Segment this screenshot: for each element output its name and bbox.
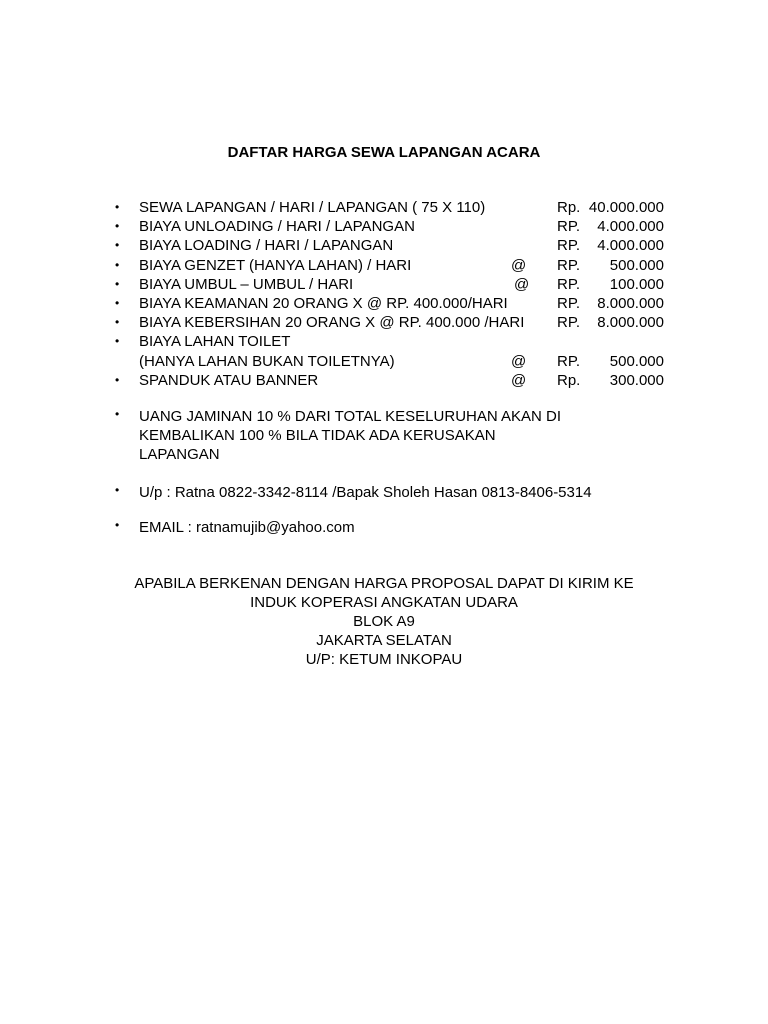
- bullet-icon: •: [115, 407, 120, 421]
- price-item-label: BIAYA KEAMANAN 20 ORANG X @ RP. 400.000/HARI: [139, 294, 508, 312]
- price-item-currency: RP.: [557, 237, 581, 255]
- bullet-icon: •: [115, 372, 120, 387]
- price-item-umbul: [0, 275, 768, 294]
- email-line: EMAIL : ratnamujib@yahoo.com: [139, 519, 355, 536]
- price-item-amount: 4.000.000: [597, 237, 664, 255]
- contact-note-text: [139, 483, 599, 502]
- bullet-icon: •: [115, 334, 120, 349]
- price-item-currency: Rp.: [557, 199, 581, 216]
- bullet-icon: •: [115, 295, 120, 310]
- price-item-label: SPANDUK ATAU BANNER: [139, 371, 319, 389]
- bullet-icon: •: [115, 200, 120, 214]
- price-item-sewa-lapangan: [0, 198, 768, 217]
- price-item-currency: RP.: [557, 294, 581, 312]
- at-sign: @: [511, 256, 527, 274]
- price-item-lahan-toilet-detail: [0, 352, 768, 371]
- deposit-note-text: [139, 407, 599, 464]
- price-item-keamanan: [0, 294, 768, 313]
- price-item-spanduk: [0, 371, 768, 390]
- price-item-currency: RP.: [557, 275, 581, 293]
- price-item-loading: [0, 236, 768, 255]
- price-item-kebersihan: [0, 313, 768, 332]
- closing-line: U/P: KETUM INKOPAU: [305, 651, 463, 668]
- at-sign: @: [511, 371, 527, 389]
- price-item-amount: 500.000: [609, 256, 664, 274]
- price-item-label: BIAYA LAHAN TOILET: [139, 333, 291, 351]
- price-item-currency: RP.: [557, 352, 581, 370]
- deposit-note-line: KEMBALIKAN 100 % BILA TIDAK ADA KERUSAKAN: [139, 427, 496, 444]
- price-item-amount: 100.000: [609, 275, 664, 293]
- closing-line: JAKARTA SELATAN: [316, 632, 452, 649]
- price-item-label: BIAYA KEBERSIHAN 20 ORANG X @ RP. 400.000 /HARI: [139, 314, 525, 332]
- price-item-label: BIAYA LOADING / HARI / LAPANGAN: [139, 237, 394, 255]
- price-item-label: (HANYA LAHAN BUKAN TOILETNYA): [139, 352, 395, 370]
- price-item-currency: Rp.: [557, 371, 581, 389]
- contact-line: U/p : Ratna 0822-3342-8114 /Bapak Sholeh Hasan 0813-8406-5314: [139, 484, 592, 501]
- price-item-amount: 8.000.000: [597, 314, 664, 332]
- deposit-note-line: LAPANGAN: [139, 446, 220, 463]
- bullet-icon: •: [115, 483, 120, 497]
- bullet-icon: •: [115, 518, 120, 532]
- price-list: [0, 198, 768, 390]
- closing-line: APABILA BERKENAN DENGAN HARGA PROPOSAL DAPAT DI KIRIM KE: [134, 575, 634, 592]
- document-title: DAFTAR HARGA SEWA LAPANGAN ACARA: [227, 144, 541, 161]
- price-item-lahan-toilet: [0, 332, 768, 351]
- price-item-amount: 4.000.000: [597, 218, 664, 236]
- price-item-currency: RP.: [557, 218, 581, 236]
- price-item-label: SEWA LAPANGAN / HARI / LAPANGAN ( 75 X 110): [139, 199, 486, 216]
- at-sign: @: [514, 275, 530, 293]
- price-item-amount: 8.000.000: [597, 294, 664, 312]
- price-item-unloading: [0, 217, 768, 236]
- price-item-genzet: [0, 256, 768, 275]
- deposit-note-line: UANG JAMINAN 10 % DARI TOTAL KESELURUHAN AKAN DI: [139, 408, 562, 425]
- closing-line: BLOK A9: [353, 613, 415, 630]
- closing-address-block: [0, 574, 768, 669]
- bullet-icon: •: [115, 219, 120, 234]
- bullet-icon: •: [115, 238, 120, 253]
- price-item-amount: 40.000.000: [588, 199, 664, 216]
- price-item-currency: RP.: [557, 256, 581, 274]
- price-item-currency: RP.: [557, 314, 581, 332]
- bullet-icon: •: [115, 276, 120, 291]
- email-note-text: [139, 518, 599, 537]
- price-item-label: BIAYA UNLOADING / HARI / LAPANGAN: [139, 218, 415, 236]
- closing-line: INDUK KOPERASI ANGKATAN UDARA: [250, 594, 518, 611]
- bullet-icon: •: [115, 315, 120, 330]
- price-item-amount: 300.000: [609, 371, 664, 389]
- bullet-icon: •: [115, 257, 120, 272]
- price-item-label: BIAYA GENZET (HANYA LAHAN) / HARI: [139, 256, 412, 274]
- price-item-amount: 500.000: [609, 352, 664, 370]
- at-sign: @: [511, 352, 527, 370]
- price-item-label: BIAYA UMBUL – UMBUL / HARI: [139, 275, 354, 293]
